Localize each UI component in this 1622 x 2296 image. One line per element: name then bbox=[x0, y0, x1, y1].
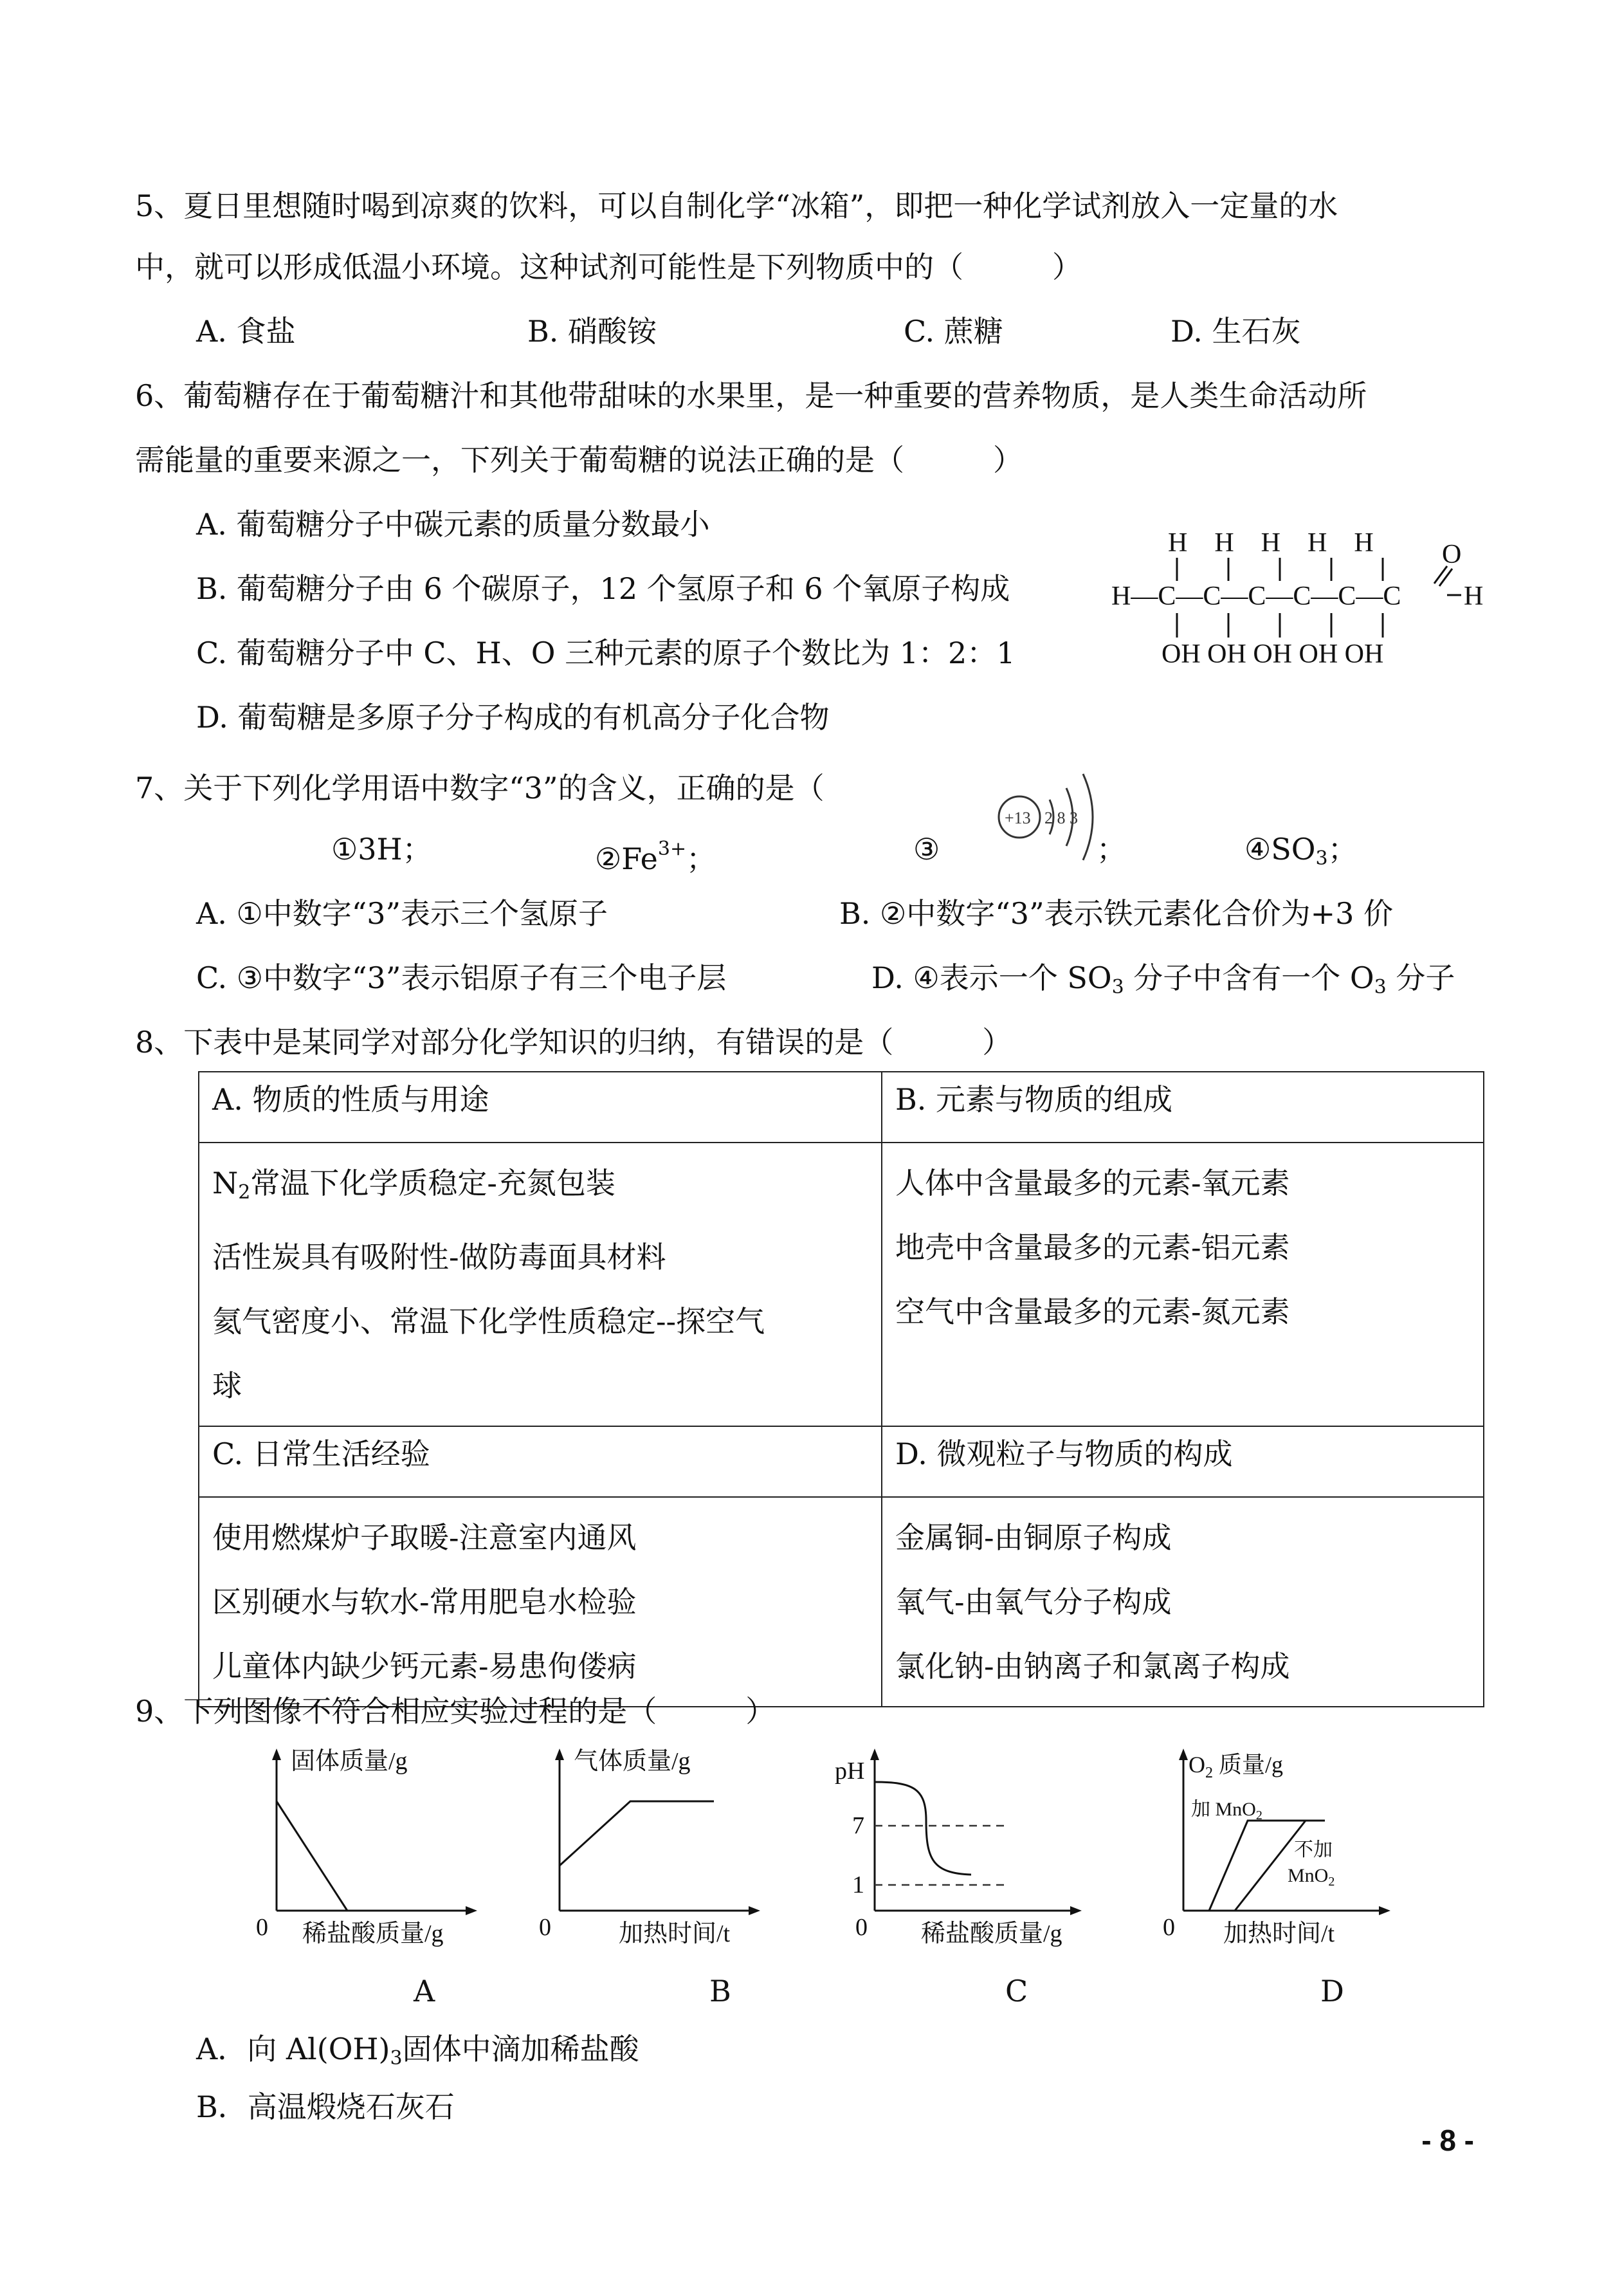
q7-item1: ①3H； bbox=[331, 832, 432, 867]
graph-a bbox=[251, 1737, 508, 1949]
q5-option-b: B. 硝酸铵 bbox=[527, 314, 657, 349]
q5-line2: 中，就可以形成低温小环境。这种试剂可能性是下列物质中的（ ） bbox=[135, 250, 1082, 284]
table-a-line3: 氦气密度小、常温下化学性质稳定--探空气 bbox=[212, 1304, 765, 1339]
graph-c-origin: 0 bbox=[855, 1914, 868, 1941]
q5-line1: 5、夏日里想随时喝到凉爽的饮料，可以自制化学“冰箱”，即把一种化学试剂放入一定量的水 bbox=[135, 188, 1338, 223]
table-c-line2: 区别硬水与软水-常用肥皂水检验 bbox=[212, 1584, 637, 1619]
q7-item4: $④SO_3$； bbox=[1244, 832, 1358, 870]
structure-top-h: H H H H H bbox=[1168, 528, 1374, 558]
q6-option-b: B. 葡萄糖分子由 6 个碳原子，12 个氢原子和 6 个氧原子构成 bbox=[196, 571, 1010, 606]
atom-shells: 2 8 3 bbox=[1044, 809, 1078, 827]
graph-b-origin: 0 bbox=[539, 1914, 551, 1941]
q7-item3: ③ bbox=[913, 832, 940, 867]
q6-option-d: D. 葡萄糖是多原子分子构成的有机高分子化合物 bbox=[196, 700, 830, 735]
aluminum-atom-diagram bbox=[990, 749, 1113, 885]
table-cell-a-body bbox=[199, 1143, 882, 1426]
graph-b bbox=[534, 1737, 791, 1949]
knowledge-table bbox=[198, 1071, 1484, 1707]
table-a-line4: 球 bbox=[212, 1368, 242, 1403]
table-cell-d-body bbox=[882, 1497, 1484, 1707]
q7-option-b: B. ②中数字“3”表示铁元素化合价为+3 价 bbox=[839, 896, 1394, 931]
graph-a-label: A bbox=[414, 1974, 435, 2008]
table-cell-b-body bbox=[882, 1143, 1484, 1426]
graph-c-ylabel: pH bbox=[835, 1758, 865, 1785]
q6-line1: 6、葡萄糖存在于葡萄糖汁和其他带甜味的水果里，是一种重要的营养物质，是人类生命活动所 bbox=[135, 378, 1367, 413]
graph-a-origin: 0 bbox=[256, 1914, 268, 1941]
structure-right-h: H bbox=[1464, 582, 1484, 611]
graph-b-xlabel: 加热时间/t bbox=[619, 1920, 731, 1947]
page-number: - 8 - bbox=[1421, 2124, 1474, 2157]
table-b-line3: 空气中含量最多的元素-氮元素 bbox=[895, 1294, 1290, 1329]
table-c-line3: 儿童体内缺少钙元素-易患佝偻病 bbox=[212, 1649, 637, 1684]
graph-d-xlabel: 加热时间/t bbox=[1223, 1920, 1335, 1947]
q7-option-d: D. ④表示一个 $SO_3$ 分子中含有一个 $O_3$ 分子 bbox=[871, 960, 1455, 998]
table-d-line1: 金属铜-由铜原子构成 bbox=[895, 1520, 1172, 1555]
graph-b-ylabel: 气体质量/g bbox=[574, 1748, 691, 1775]
table-cell-a-title: A. 物质的性质与用途 bbox=[199, 1072, 882, 1143]
atom-nucleus: +13 bbox=[1005, 809, 1031, 827]
graph-a-ylabel: 固体质量/g bbox=[291, 1748, 408, 1775]
q5-option-c: C. 蔗糖 bbox=[904, 314, 1003, 349]
graph-c-tick-7: 7 bbox=[852, 1812, 864, 1839]
q9-option-b: B．高温煅烧石灰石 bbox=[196, 2089, 455, 2124]
graph-d-with-mno2: 加 MnO$_2$ bbox=[1191, 1799, 1262, 1823]
graph-d-origin: 0 bbox=[1163, 1914, 1175, 1941]
graph-c bbox=[830, 1737, 1100, 1949]
q6-option-c: C. 葡萄糖分子中 C、H、O 三种元素的原子个数比为 1：2：1 bbox=[196, 636, 1016, 670]
table-cell-d-title: D. 微观粒子与物质的构成 bbox=[882, 1426, 1484, 1497]
graph-b-label: B bbox=[709, 1974, 731, 2008]
glucose-structure bbox=[1106, 524, 1492, 679]
q5-option-d: D. 生石灰 bbox=[1171, 314, 1301, 349]
q8-line1: 8、下表中是某同学对部分化学知识的归纳，有错误的是（ ） bbox=[135, 1025, 1012, 1060]
table-cell-b-title: B. 元素与物质的组成 bbox=[882, 1072, 1484, 1143]
q6-line2: 需能量的重要来源之一，下列关于葡萄糖的说法正确的是（ ） bbox=[135, 443, 1023, 477]
table-cell-c-title: C. 日常生活经验 bbox=[199, 1426, 882, 1497]
q9-line1: 9、下列图像不符合相应实验过程的是（ ） bbox=[135, 1694, 776, 1729]
structure-oxygen: O bbox=[1442, 540, 1462, 569]
q7-item2: $②Fe^{3+}$； bbox=[595, 838, 716, 876]
graph-c-tick-1: 1 bbox=[852, 1871, 864, 1898]
table-b-line1: 人体中含量最多的元素-氧元素 bbox=[895, 1166, 1290, 1200]
graph-d-ylabel: $O_2$ 质量/g bbox=[1189, 1752, 1284, 1781]
graph-c-xlabel: 稀盐酸质量/g bbox=[921, 1920, 1062, 1947]
structure-chain: H—C—C—C—C—C—C bbox=[1111, 582, 1401, 611]
q9-option-a: A．向 $Al(OH)_3$固体中滴加稀盐酸 bbox=[196, 2032, 639, 2070]
structure-oh: OH OH OH OH OH bbox=[1162, 639, 1384, 669]
q6-option-a: A. 葡萄糖分子中碳元素的质量分数最小 bbox=[196, 507, 710, 542]
graph-d-without-line1: 不加 bbox=[1294, 1839, 1333, 1860]
table-c-line1: 使用燃煤炉子取暖-注意室内通风 bbox=[212, 1520, 637, 1555]
graph-a-xlabel: 稀盐酸质量/g bbox=[302, 1920, 444, 1947]
q7-option-a: A. ①中数字“3”表示三个氢原子 bbox=[196, 896, 608, 931]
q7-option-c: C. ③中数字“3”表示铝原子有三个电子层 bbox=[196, 960, 727, 995]
table-b-line2: 地壳中含量最多的元素-铝元素 bbox=[895, 1230, 1290, 1265]
table-a-line2: 活性炭具有吸附性-做防毒面具材料 bbox=[212, 1240, 666, 1274]
graph-d-without-line2: MnO$_2$ bbox=[1288, 1865, 1335, 1889]
table-d-line2: 氧气-由氧气分子构成 bbox=[895, 1584, 1172, 1619]
graph-d bbox=[1145, 1737, 1415, 1949]
q7-item3-suffix: ； bbox=[1097, 832, 1126, 867]
table-a-line1: $N_2$常温下化学质稳定-充氮包装 bbox=[212, 1166, 615, 1204]
graph-c-label: C bbox=[1005, 1974, 1028, 2008]
table-cell-c-body bbox=[199, 1497, 882, 1707]
graph-d-label: D bbox=[1320, 1974, 1344, 2008]
q7-line1: 7、关于下列化学用语中数字“3”的含义，正确的是（ bbox=[135, 771, 825, 805]
q5-option-a: A. 食盐 bbox=[196, 314, 296, 349]
table-d-line3: 氯化钠-由钠离子和氯离子构成 bbox=[895, 1649, 1290, 1684]
